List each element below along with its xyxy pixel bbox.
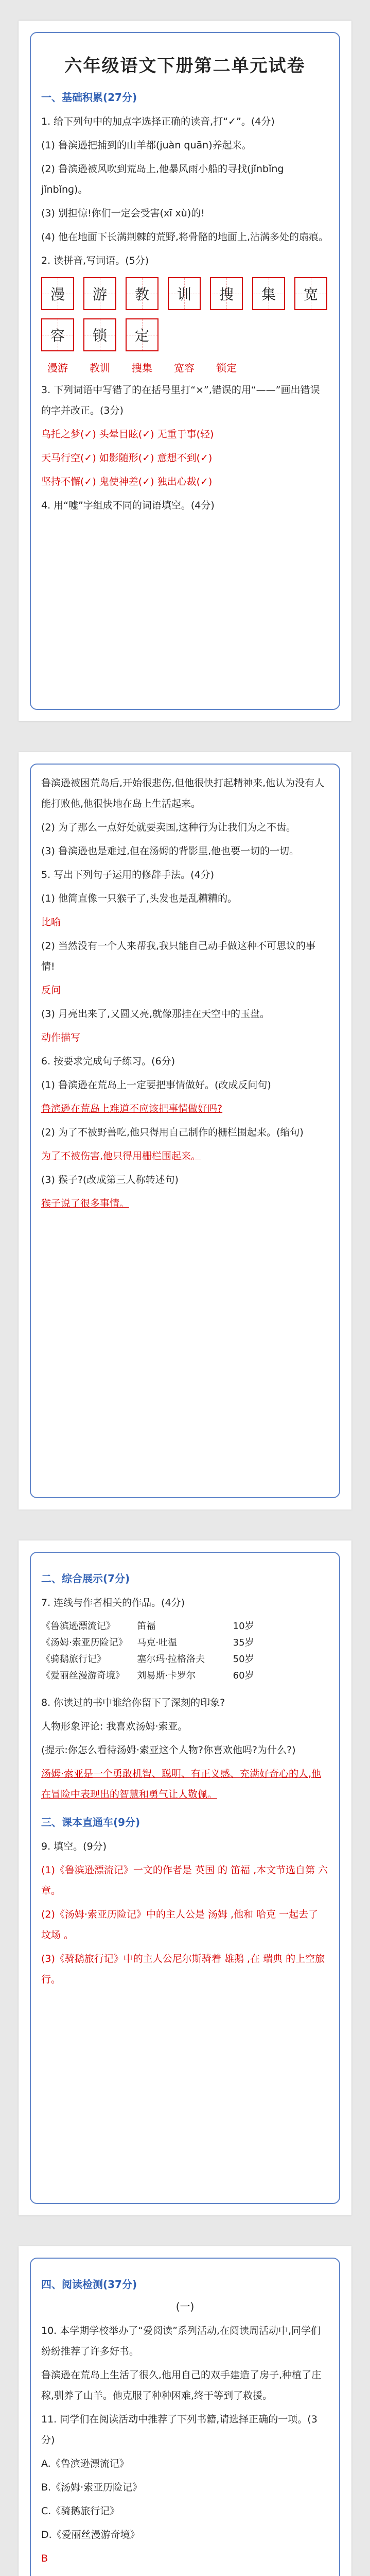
- question-item: 鲁滨逊被困荒岛后,开始很悲伤,但他很快打起精神来,他认为没有人能打败他,他很快地在岛上生活起来。: [41, 777, 325, 809]
- char-box: 游: [83, 277, 116, 310]
- question-item: (2) 鲁滨逊被风吹到荒岛上,他暴风雨小船的寻找(jǐnbǐng jǐnbǐnɡ)。: [41, 163, 284, 195]
- match-author: 马克·吐温: [137, 1637, 178, 1648]
- answer-line: (2)《汤姆·索亚历险记》中的主人公是 汤姆 ,他和 哈克 一起去了 坟场 。: [41, 1909, 319, 1941]
- question-stem: 8. 你读过的书中谁给你留下了深刻的印象?: [41, 1697, 225, 1708]
- match-age: 35岁: [233, 1637, 254, 1648]
- exam-page-3: [19, 1540, 351, 2215]
- answer-line: 为了不被伤害,他只得用栅栏围起来。: [41, 1150, 201, 1162]
- character-grid: [41, 318, 329, 351]
- match-author: 笛福: [137, 1621, 156, 1632]
- question-stem: 3. 下列词语中写错了的在括号里打“×”,错误的用“——”画出错误的字并改正。(3分): [41, 384, 320, 416]
- match-age: 60岁: [233, 1670, 254, 1681]
- page-content: [41, 1561, 329, 1993]
- question-item: (3) 鲁滨逊也是难过,但在汤姆的背影里,他也要一切的一切。: [41, 845, 299, 857]
- match-book: 《鲁滨逊漂流记》: [41, 1621, 115, 1632]
- char-box: 教: [126, 277, 158, 310]
- answer-word: 搜集: [132, 362, 152, 374]
- answer-line: 坚持不懈(✓) 鬼使神差(✓) 独出心裁(✓): [41, 476, 213, 487]
- answer-line: B: [41, 2553, 48, 2564]
- match-author: 刘易斯·卡罗尔: [137, 1670, 196, 1681]
- question-stem: 1. 给下列句中的加点字选择正确的读音,打“✓”。(4分): [41, 116, 275, 127]
- question-item: (3) 别担惊!你们一定会受害(xī xù)的!: [41, 208, 205, 219]
- question-item: (2) 当然没有一个人来帮我,我只能自己动手做这种不可思议的事情!: [41, 940, 315, 972]
- question-stem: 9. 填空。(9分): [41, 1841, 107, 1852]
- answer-line: 比喻: [41, 917, 61, 928]
- char-box: 集: [252, 277, 285, 310]
- exam-page-2: [19, 752, 351, 1510]
- match-book: 《汤姆·索亚历险记》: [41, 1637, 128, 1648]
- question-stem: 10. 本学期学校举办了“爱阅读”系列活动,在阅读周活动中,同学们纷纷推荐了许多好书。: [41, 2325, 321, 2357]
- answer-word: 宽容: [174, 362, 195, 374]
- answer-line: (1)《鲁滨逊漂流记》一文的作者是 英国 的 笛福 ,本文节选自第 六 章。: [41, 1865, 328, 1896]
- option: C.《骑鹅旅行记》: [41, 2505, 120, 2517]
- question-stem: 5. 写出下列句子运用的修辞手法。(4分): [41, 869, 215, 880]
- page-content: [41, 773, 329, 1217]
- match-age: 10岁: [233, 1621, 254, 1632]
- character-grid: [41, 277, 329, 310]
- question-item: (2) 为了不被野兽吃,他只得用自己制作的栅栏围起来。(缩句): [41, 1127, 304, 1138]
- page-content: [41, 2267, 329, 2576]
- answer-line: 猴子说了很多事情。: [41, 1198, 130, 1209]
- question-item: (3) 猴子?(改成第三人称转述句): [41, 1174, 179, 1185]
- match-book: 《骑鹅旅行记》: [41, 1654, 106, 1665]
- section-heading: 四、阅读检测(37分): [41, 2278, 137, 2291]
- match-book: 《爱丽丝漫游奇境》: [41, 1670, 125, 1681]
- question-item: (1) 鲁滨逊把捕到的山羊都(juàn quān)养起来。: [41, 140, 252, 151]
- passage-text: 鲁滨逊在荒岛上生活了很久,他用自己的双手建造了房子,种植了庄稼,驯养了山羊。他克服了种种困难,终于等到了救援。: [41, 2369, 322, 2401]
- answer-word: 漫游: [47, 362, 68, 374]
- section-heading: 二、综合展示(7分): [41, 1572, 130, 1585]
- answer-line: 反问: [41, 985, 61, 996]
- answer-line: 鲁滨逊在荒岛上难道不应该把事情做好吗?: [41, 1103, 223, 1114]
- char-box: 宽: [294, 277, 327, 310]
- question-item: (4) 他在地面下长满荆棘的荒野,将骨骼的地面上,沾满多处的扇痕。: [41, 231, 329, 243]
- question-item: (3) 月亮出来了,又圆又亮,就像那挂在天空中的玉盘。: [41, 1008, 270, 1020]
- question-stem: 4. 用“嘘”字组成不同的词语填空。(4分): [41, 500, 215, 511]
- matching-exercise: [41, 1618, 329, 1684]
- option: D.《爱丽丝漫游奇境》: [41, 2529, 140, 2540]
- answer-word: 教训: [90, 362, 110, 374]
- section-heading: 一、基础积累(27分): [41, 91, 137, 104]
- answer-line: 天马行空(✓) 如影随形(✓) 意想不到(✓): [41, 452, 213, 464]
- question-stem: 11. 同学们在阅读活动中推荐了下列书籍,请选择正确的一项。(3分): [41, 2414, 318, 2446]
- option: A.《鲁滨逊漂流记》: [41, 2458, 129, 2469]
- answer-line: 乌托之梦(✓) 头晕目眩(✓) 无重于事(轻): [41, 429, 214, 440]
- passage-number: (一): [175, 2300, 195, 2313]
- question-hint: (提示:你怎么看待汤姆·索亚这个人物?你喜欢他吗?为什么?): [41, 1744, 296, 1756]
- match-age: 50岁: [233, 1654, 254, 1665]
- option: B.《汤姆·索亚历险记》: [41, 2482, 143, 2493]
- char-box: 漫: [41, 277, 74, 310]
- char-box: 定: [126, 318, 158, 351]
- char-box: 容: [41, 318, 74, 351]
- char-box: 训: [168, 277, 201, 310]
- question-item: (1) 他简直像一只猴子了,头发也是乱糟糟的。: [41, 893, 237, 904]
- answer-line: 汤姆·索亚是一个勇敢机智、聪明、有正义感、充满好奇心的人,他在冒险中表现出的智慧和勇气让人敬佩。: [41, 1768, 322, 1800]
- page-content: [41, 41, 329, 519]
- exam-page-1: [19, 21, 351, 721]
- question-stem: 7. 连线与作者相关的作品。(4分): [41, 1597, 185, 1608]
- exam-title: 六年级语文下册第二单元试卷: [64, 56, 306, 76]
- question-stem: 2. 读拼音,写词语。(5分): [41, 255, 149, 266]
- question-stem: 6. 按要求完成句子练习。(6分): [41, 1056, 175, 1067]
- answer-line: 动作描写: [41, 1032, 81, 1043]
- answer-row: [41, 360, 329, 375]
- exam-page-4: [19, 2246, 351, 2576]
- section-heading: 三、课本直通车(9分): [41, 1816, 140, 1828]
- char-box: 搜: [210, 277, 243, 310]
- char-box: 锁: [83, 318, 116, 351]
- answer-line: (3)《骑鹅旅行记》中的主人公尼尔斯骑着 雄鹅 ,在 瑞典 的上空旅行。: [41, 1953, 325, 1985]
- match-author: 塞尔玛·拉格洛夫: [137, 1654, 205, 1665]
- question-item: 人物形象评论: 我喜欢汤姆·索亚。: [41, 1721, 188, 1732]
- question-item: (2) 为了那么一点好处就要卖国,这种行为让我们为之不齿。: [41, 822, 296, 833]
- question-item: (1) 鲁滨逊在荒岛上一定要把事情做好。(改成反问句): [41, 1079, 271, 1091]
- answer-word: 锁定: [216, 362, 237, 374]
